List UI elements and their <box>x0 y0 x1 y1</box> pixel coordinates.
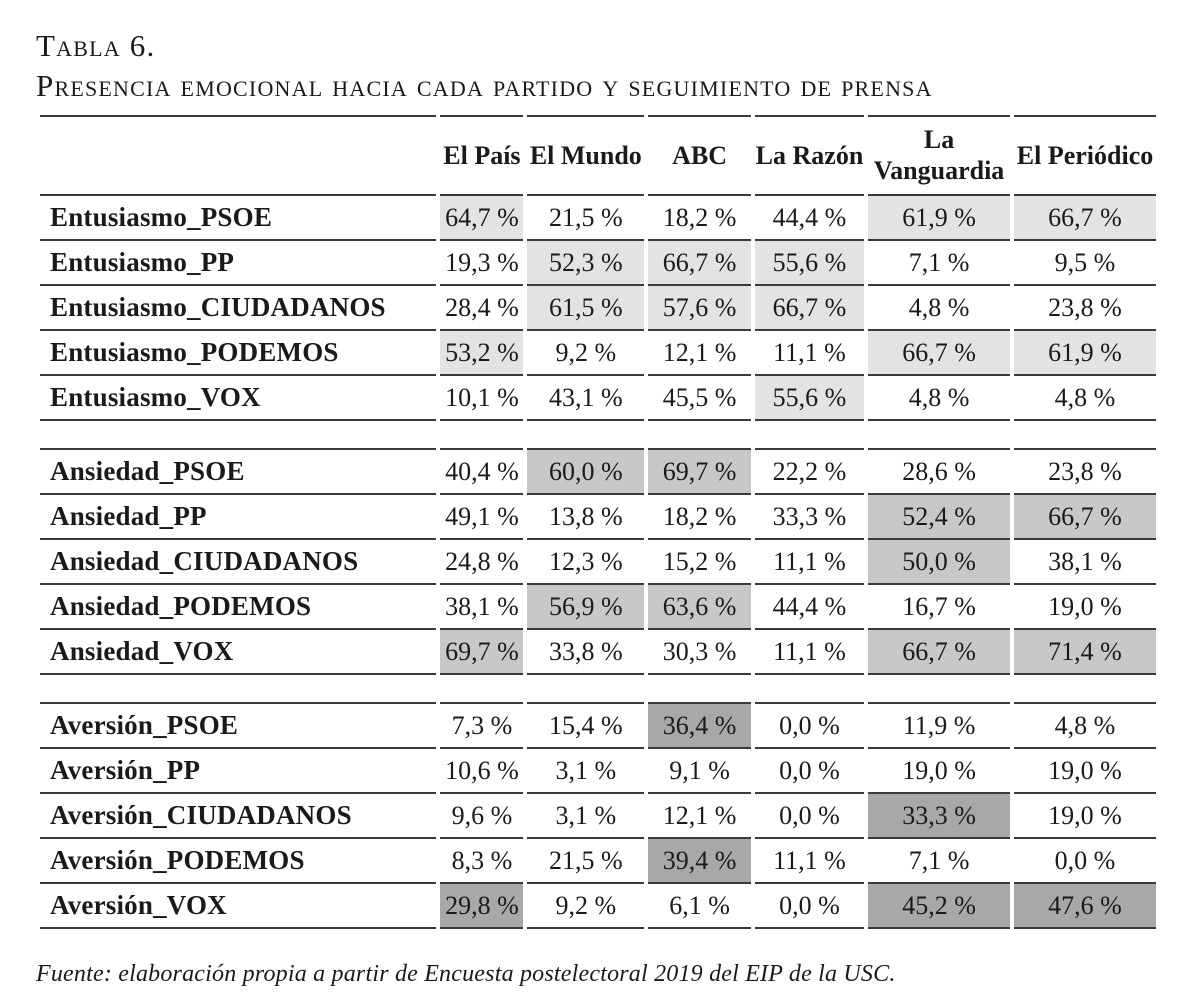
row-label: Aversión_VOX <box>40 884 436 929</box>
value-cell-highlighted: 60,0 % <box>527 448 644 495</box>
value-cell: 12,1 % <box>648 331 751 376</box>
value-cell: 13,8 % <box>527 495 644 540</box>
table-row <box>40 702 1156 749</box>
value-cell: 0,0 % <box>755 794 864 839</box>
value-cell-highlighted: 66,7 % <box>868 630 1010 675</box>
corner-cell <box>40 115 436 196</box>
section-gap-cell <box>40 421 1156 448</box>
value-cell-highlighted: 33,3 % <box>868 794 1010 839</box>
value-cell: 0,0 % <box>1014 839 1156 884</box>
value-cell-highlighted: 71,4 % <box>1014 630 1156 675</box>
value-cell: 8,3 % <box>440 839 523 884</box>
row-label: Aversión_CIUDADANOS <box>40 794 436 839</box>
table-row <box>40 794 1156 839</box>
value-cell: 11,1 % <box>755 331 864 376</box>
value-cell-highlighted: 47,6 % <box>1014 884 1156 929</box>
value-cell: 19,0 % <box>868 749 1010 794</box>
value-cell: 10,1 % <box>440 376 523 421</box>
value-cell: 19,0 % <box>1014 794 1156 839</box>
value-cell-highlighted: 52,3 % <box>527 241 644 286</box>
emotion-press-table <box>36 115 1160 929</box>
value-cell: 0,0 % <box>755 884 864 929</box>
value-cell-highlighted: 53,2 % <box>440 331 523 376</box>
value-cell-highlighted: 66,7 % <box>755 286 864 331</box>
value-cell: 28,6 % <box>868 448 1010 495</box>
value-cell-highlighted: 45,2 % <box>868 884 1010 929</box>
table-row <box>40 196 1156 241</box>
value-cell: 4,8 % <box>1014 702 1156 749</box>
column-header: El Mundo <box>527 115 644 196</box>
value-cell: 4,8 % <box>868 286 1010 331</box>
section-gap <box>40 675 1156 702</box>
row-label: Aversión_PP <box>40 749 436 794</box>
row-label: Entusiasmo_PP <box>40 241 436 286</box>
row-label: Ansiedad_CIUDADANOS <box>40 540 436 585</box>
value-cell: 44,4 % <box>755 585 864 630</box>
row-label: Aversión_PSOE <box>40 702 436 749</box>
row-label: Aversión_PODEMOS <box>40 839 436 884</box>
value-cell: 38,1 % <box>1014 540 1156 585</box>
value-cell-highlighted: 63,6 % <box>648 585 751 630</box>
table-caption <box>36 26 1160 105</box>
column-header: El País <box>440 115 523 196</box>
row-label: Ansiedad_PODEMOS <box>40 585 436 630</box>
value-cell-highlighted: 66,7 % <box>1014 196 1156 241</box>
value-cell: 23,8 % <box>1014 286 1156 331</box>
table-row <box>40 585 1156 630</box>
table-row <box>40 540 1156 585</box>
value-cell: 21,5 % <box>527 839 644 884</box>
row-label: Entusiasmo_VOX <box>40 376 436 421</box>
value-cell-highlighted: 61,9 % <box>868 196 1010 241</box>
value-cell-highlighted: 52,4 % <box>868 495 1010 540</box>
value-cell: 9,5 % <box>1014 241 1156 286</box>
table-row <box>40 286 1156 331</box>
value-cell: 18,2 % <box>648 495 751 540</box>
table-row <box>40 495 1156 540</box>
value-cell-highlighted: 66,7 % <box>1014 495 1156 540</box>
value-cell: 10,6 % <box>440 749 523 794</box>
value-cell: 19,0 % <box>1014 749 1156 794</box>
value-cell: 38,1 % <box>440 585 523 630</box>
section-gap <box>40 421 1156 448</box>
value-cell: 23,8 % <box>1014 448 1156 495</box>
column-header: La Vanguardia <box>868 115 1010 196</box>
row-label: Entusiasmo_PODEMOS <box>40 331 436 376</box>
value-cell: 11,9 % <box>868 702 1010 749</box>
value-cell-highlighted: 55,6 % <box>755 376 864 421</box>
value-cell-highlighted: 39,4 % <box>648 839 751 884</box>
value-cell: 11,1 % <box>755 839 864 884</box>
value-cell: 33,3 % <box>755 495 864 540</box>
row-label: Ansiedad_PSOE <box>40 448 436 495</box>
table-number: Tabla 6. <box>36 28 156 63</box>
column-header: El Periódico <box>1014 115 1156 196</box>
row-label: Entusiasmo_CIUDADANOS <box>40 286 436 331</box>
value-cell: 12,1 % <box>648 794 751 839</box>
value-cell-highlighted: 66,7 % <box>868 331 1010 376</box>
value-cell: 40,4 % <box>440 448 523 495</box>
value-cell-highlighted: 61,9 % <box>1014 331 1156 376</box>
value-cell: 49,1 % <box>440 495 523 540</box>
value-cell: 0,0 % <box>755 749 864 794</box>
table-row <box>40 331 1156 376</box>
section-gap-cell <box>40 675 1156 702</box>
value-cell: 9,6 % <box>440 794 523 839</box>
value-cell-highlighted: 64,7 % <box>440 196 523 241</box>
source-note: Fuente: elaboración propia a partir de Encuesta postelectoral 2019 del EIP de la USC. <box>36 961 896 988</box>
value-cell: 19,0 % <box>1014 585 1156 630</box>
column-header: La Razón <box>755 115 864 196</box>
value-cell: 28,4 % <box>440 286 523 331</box>
table-row <box>40 376 1156 421</box>
value-cell: 9,2 % <box>527 884 644 929</box>
value-cell: 33,8 % <box>527 630 644 675</box>
value-cell: 0,0 % <box>755 702 864 749</box>
header-row <box>40 115 1156 196</box>
value-cell: 19,3 % <box>440 241 523 286</box>
value-cell: 24,8 % <box>440 540 523 585</box>
value-cell: 6,1 % <box>648 884 751 929</box>
table-row <box>40 448 1156 495</box>
value-cell: 11,1 % <box>755 630 864 675</box>
value-cell: 7,3 % <box>440 702 523 749</box>
table-row <box>40 749 1156 794</box>
value-cell: 7,1 % <box>868 241 1010 286</box>
value-cell: 45,5 % <box>648 376 751 421</box>
value-cell: 4,8 % <box>868 376 1010 421</box>
row-label: Ansiedad_VOX <box>40 630 436 675</box>
row-label: Entusiasmo_PSOE <box>40 196 436 241</box>
value-cell: 4,8 % <box>1014 376 1156 421</box>
value-cell-highlighted: 50,0 % <box>868 540 1010 585</box>
value-cell: 43,1 % <box>527 376 644 421</box>
value-cell-highlighted: 66,7 % <box>648 241 751 286</box>
table-row <box>40 839 1156 884</box>
value-cell: 18,2 % <box>648 196 751 241</box>
value-cell: 15,4 % <box>527 702 644 749</box>
value-cell: 3,1 % <box>527 749 644 794</box>
value-cell: 7,1 % <box>868 839 1010 884</box>
column-header: ABC <box>648 115 751 196</box>
value-cell: 22,2 % <box>755 448 864 495</box>
value-cell: 9,1 % <box>648 749 751 794</box>
table-row <box>40 630 1156 675</box>
value-cell: 44,4 % <box>755 196 864 241</box>
row-label: Ansiedad_PP <box>40 495 436 540</box>
value-cell: 21,5 % <box>527 196 644 241</box>
value-cell-highlighted: 55,6 % <box>755 241 864 286</box>
value-cell-highlighted: 29,8 % <box>440 884 523 929</box>
value-cell: 12,3 % <box>527 540 644 585</box>
value-cell-highlighted: 69,7 % <box>440 630 523 675</box>
value-cell: 15,2 % <box>648 540 751 585</box>
table-row <box>40 241 1156 286</box>
value-cell-highlighted: 56,9 % <box>527 585 644 630</box>
value-cell: 3,1 % <box>527 794 644 839</box>
value-cell-highlighted: 57,6 % <box>648 286 751 331</box>
value-cell-highlighted: 36,4 % <box>648 702 751 749</box>
value-cell-highlighted: 61,5 % <box>527 286 644 331</box>
table-row <box>40 884 1156 929</box>
value-cell: 16,7 % <box>868 585 1010 630</box>
value-cell: 30,3 % <box>648 630 751 675</box>
table-subtitle: Presencia emocional hacia cada partido y seguimiento de prensa <box>36 67 933 103</box>
value-cell-highlighted: 69,7 % <box>648 448 751 495</box>
value-cell: 11,1 % <box>755 540 864 585</box>
value-cell: 9,2 % <box>527 331 644 376</box>
